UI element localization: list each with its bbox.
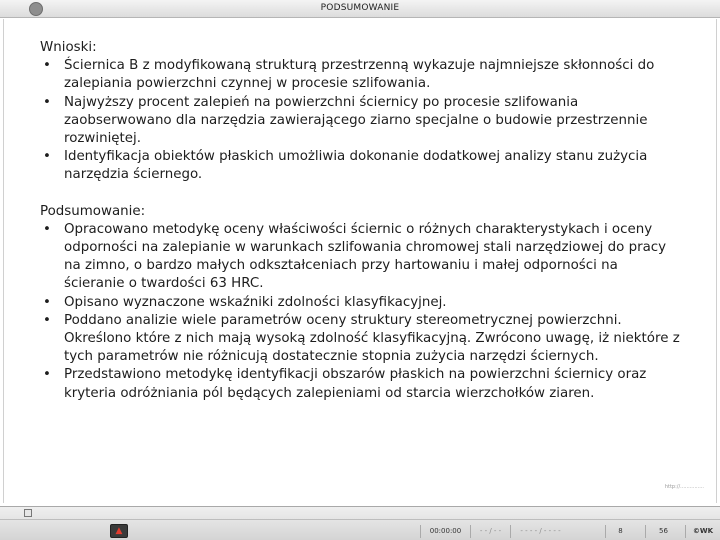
bullet-icon: • <box>43 367 51 383</box>
bullet-icon: • <box>43 58 51 74</box>
section-spacer <box>40 185 682 203</box>
list-item: • Ściernica B z modyfikowaną strukturą przestrzenną wykazuje najmniejsze skłonności do zalepiania powierzchni czynnej w procesie szlifowania. <box>43 58 655 92</box>
slide-content <box>40 39 682 403</box>
summary-list <box>40 221 682 403</box>
slide-canvas <box>3 19 717 503</box>
current-slide-number[interactable]: 8 <box>605 525 635 538</box>
list-item: • Przedstawiono metodykę identyfikacji obszarów płaskich na powierzchni ściernicy oraz kryteria odróżniania pól będących zalepieniami od starcia wierzchołków ziaren. <box>43 367 647 401</box>
total-slides: 56 <box>645 525 681 538</box>
bullet-icon: • <box>43 149 51 165</box>
elapsed-time: 00:00:00 <box>420 525 470 538</box>
warning-triangle-icon[interactable]: ▲ <box>110 524 128 538</box>
brand-label: ©WK <box>685 525 720 538</box>
bullet-icon: • <box>43 312 51 328</box>
bullet-icon: • <box>43 221 51 237</box>
status-segment-2: - - - - / - - - - <box>510 525 570 538</box>
footer-url: http://............... <box>664 484 704 490</box>
divider <box>0 519 720 520</box>
title-bar <box>0 0 720 18</box>
window-title: PODSUMOWANIE <box>320 3 400 13</box>
conclusions-list <box>40 57 682 184</box>
list-item: • Opisano wyznaczone wskaźniki zdolności klasyfikacyjnej. <box>40 294 682 312</box>
summary-heading: Podsumowanie: <box>40 203 146 219</box>
list-item: • Opracowano metodykę oceny właściwości ściernic o różnych charakterystykach i oceny odporności na zalepianie w warunkach szlifowania chromowej stali narzędziowej do pracy na zimno, o bardzo małych odkształceniach przy hartowaniu i małej odporności na ścieranie o twardości 63 HRC. <box>43 221 667 292</box>
list-item: • Najwyższy procent zalepień na powierzchni ściernicy po procesie szlifowania zaobserwowano dla narzędzia zawierającego ziarno specjalne o budowie przestrzennie rozwiniętej. <box>43 94 648 147</box>
bullet-icon: • <box>43 94 51 110</box>
bullet-icon: • <box>43 294 51 310</box>
conclusions-heading: Wnioski: <box>40 40 97 55</box>
status-segment-1: - - / - - <box>470 525 510 538</box>
status-bar <box>0 506 720 540</box>
resize-handle-icon[interactable] <box>24 509 32 517</box>
list-item: • Poddano analizie wiele parametrów oceny struktury stereometrycznej powierzchni. Określono które z nich mają wysoką zdolność klasyfikacyjną. Zwrócono uwagę, iż niektóre z tych parametrów nie różnicują dostatecznie stopnia zużycia narzędzi ściernych. <box>43 312 680 365</box>
list-item: • Identyfikacja obiektów płaskich umożliwia dokonanie dodatkowej analizy stanu zużycia narzędzia ściernego. <box>43 149 648 183</box>
